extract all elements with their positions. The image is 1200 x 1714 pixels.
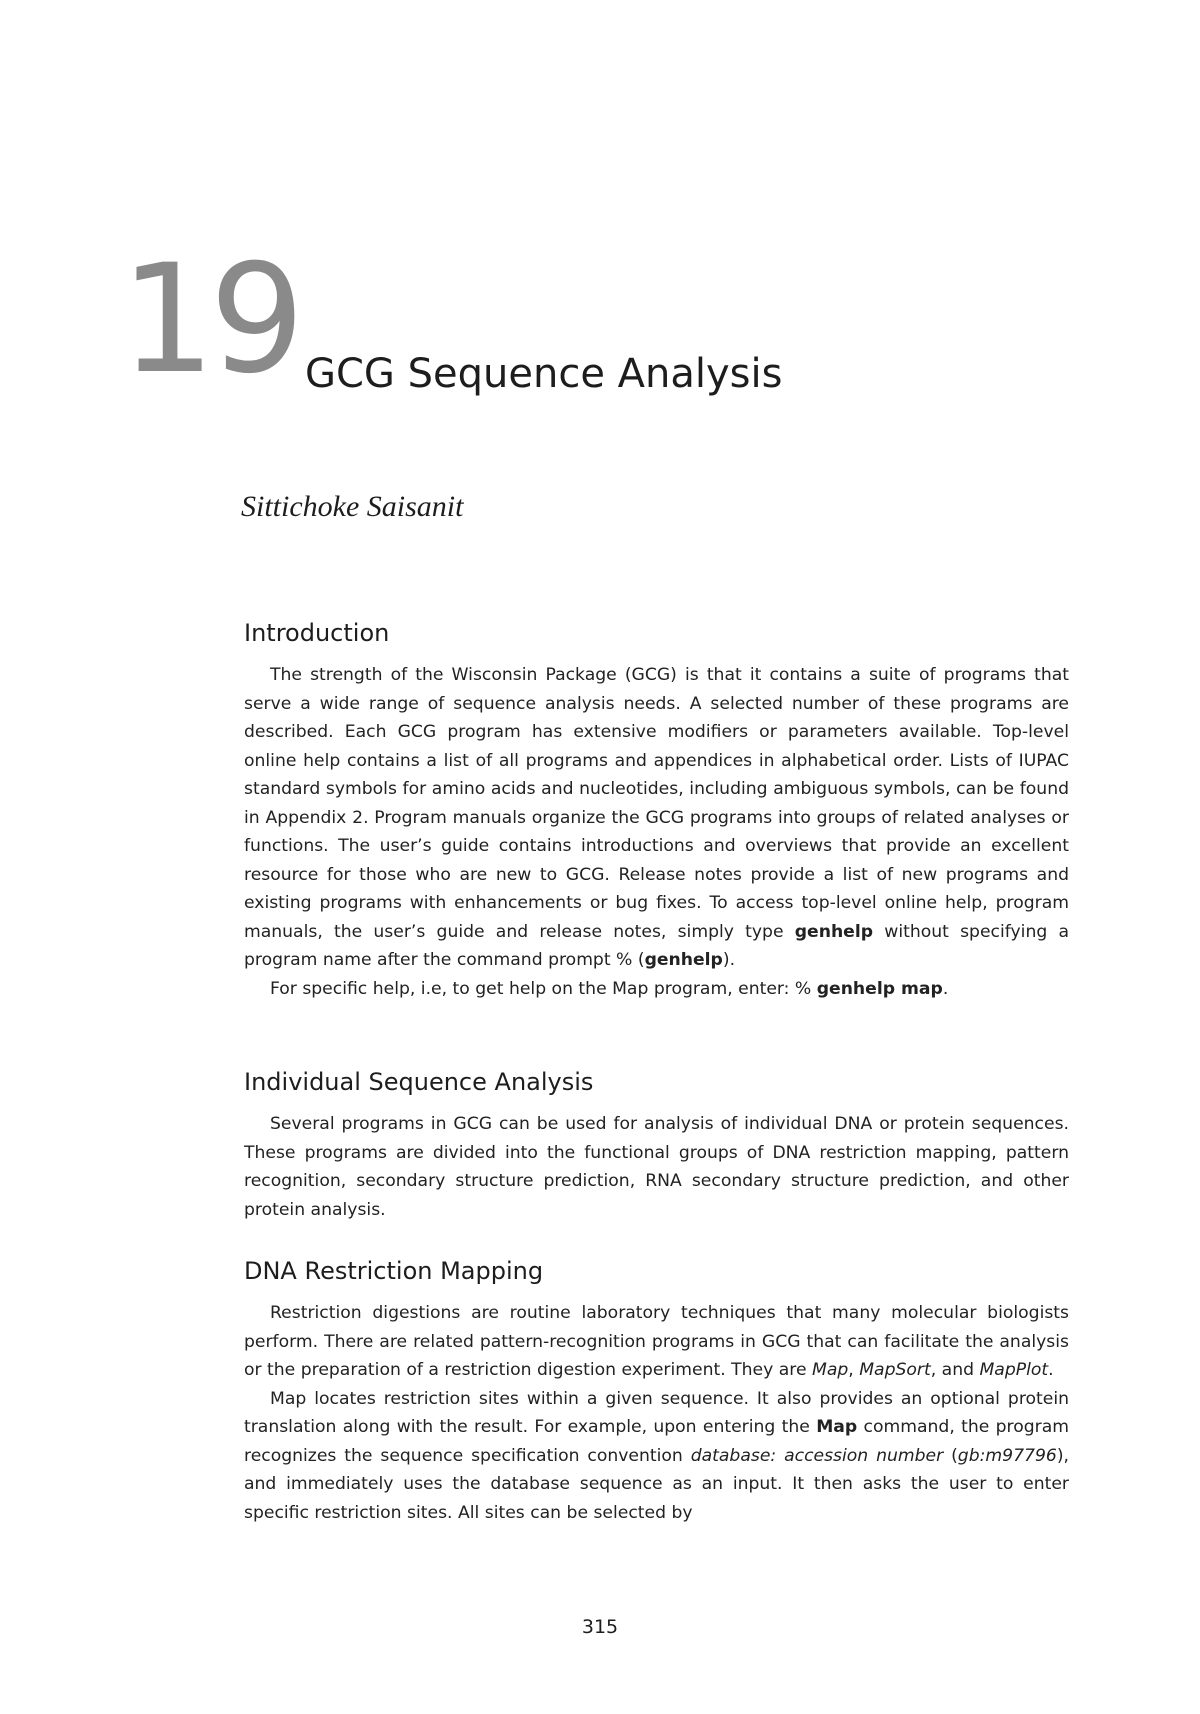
- text-run: .: [1048, 1360, 1054, 1380]
- chapter-title: GCG Sequence Analysis: [305, 351, 783, 397]
- text-run: .: [942, 978, 949, 999]
- section-dna-restriction: [244, 1255, 1069, 1527]
- program-map: Map: [812, 1360, 849, 1380]
- text-run: ,: [848, 1360, 860, 1380]
- paragraph-dna-2: [244, 1385, 1069, 1528]
- text-run: Map locates restriction sites within a given sequence. It also provides an optional protein translation along with the result. For example, upon entering the: [244, 1388, 1069, 1437]
- program-mapsort: MapSort: [859, 1360, 931, 1380]
- section-individual-analysis: [244, 1066, 1069, 1224]
- paragraph-dna-1: [244, 1299, 1069, 1385]
- paragraph-intro-1: [244, 661, 1069, 975]
- text-run: For specific help, i.e, to get help on the Map program, enter: %: [270, 978, 817, 999]
- paragraph-intro-2: [244, 975, 1069, 1004]
- text-run: Restriction digestions are routine laboratory techniques that many molecular biologists perform. There are related pattern-recognition programs in GCG that can facilitate the analysis or the preparation of a restriction digestion experiment. They are: [244, 1303, 1069, 1380]
- text-run: The strength of the Wisconsin Package (GCG) is that it contains a suite of programs that serve a wide range of sequence analysis needs. A selected number of these programs are described. Each GCG program has extensive modifiers or parameters available. Top-level online help contains a list of all programs and appendices in alphabetical order. Lists of IUPAC standard symbols for amino acids and nucleotides, including ambiguous symbols, can be found in Appendix 2. Program manuals organize the GCG programs into groups of related analyses or functions. The user’s guide contains introductions and overviews that provide an excellent resource for those who are new to GCG. Release notes provide a list of new programs and existing programs with enhancements or bug fixes. To access top-level online help, program manuals, the user’s guide and release notes, simply type: [244, 665, 1069, 942]
- text-run: (: [943, 1445, 958, 1466]
- convention-database-accession: database: accession number: [690, 1445, 944, 1466]
- author-name: Sittichoke Saisanit: [241, 490, 464, 523]
- program-mapplot: MapPlot: [979, 1360, 1049, 1380]
- paragraph-individual-1: Several programs in GCG can be used for analysis of individual DNA or protein sequences. These programs are divided into the functional groups of DNA restriction mapping, pattern recognition, secondary structure prediction, RNA secondary structure prediction, and other protein analysis.: [244, 1114, 1069, 1220]
- command-genhelp-2: genhelp: [644, 950, 723, 970]
- text-run: , and: [930, 1360, 980, 1380]
- section-heading-introduction: Introduction: [244, 619, 390, 647]
- command-map: Map: [816, 1417, 858, 1437]
- chapter-heading: [120, 233, 1120, 407]
- command-genhelp: genhelp: [794, 921, 874, 942]
- section-introduction: [244, 617, 1069, 1003]
- text-run: without specifying a program name after the command prompt % (: [244, 921, 1069, 970]
- section-heading-dna: DNA Restriction Mapping: [244, 1257, 544, 1285]
- text-run: ).: [722, 950, 736, 970]
- text-run: command, the program recognizes the sequence specification convention: [244, 1417, 1069, 1466]
- command-genhelp-map: genhelp map: [816, 978, 943, 999]
- section-heading-individual: Individual Sequence Analysis: [244, 1068, 594, 1096]
- chapter-number: 19: [120, 233, 299, 407]
- page-number: 315: [581, 1616, 619, 1638]
- accession-example: gb:m97796: [957, 1445, 1057, 1466]
- text-run: ), and immediately uses the database sequence as an input. It then asks the user to enter specific restriction sites. All sites can be selected by: [244, 1445, 1069, 1523]
